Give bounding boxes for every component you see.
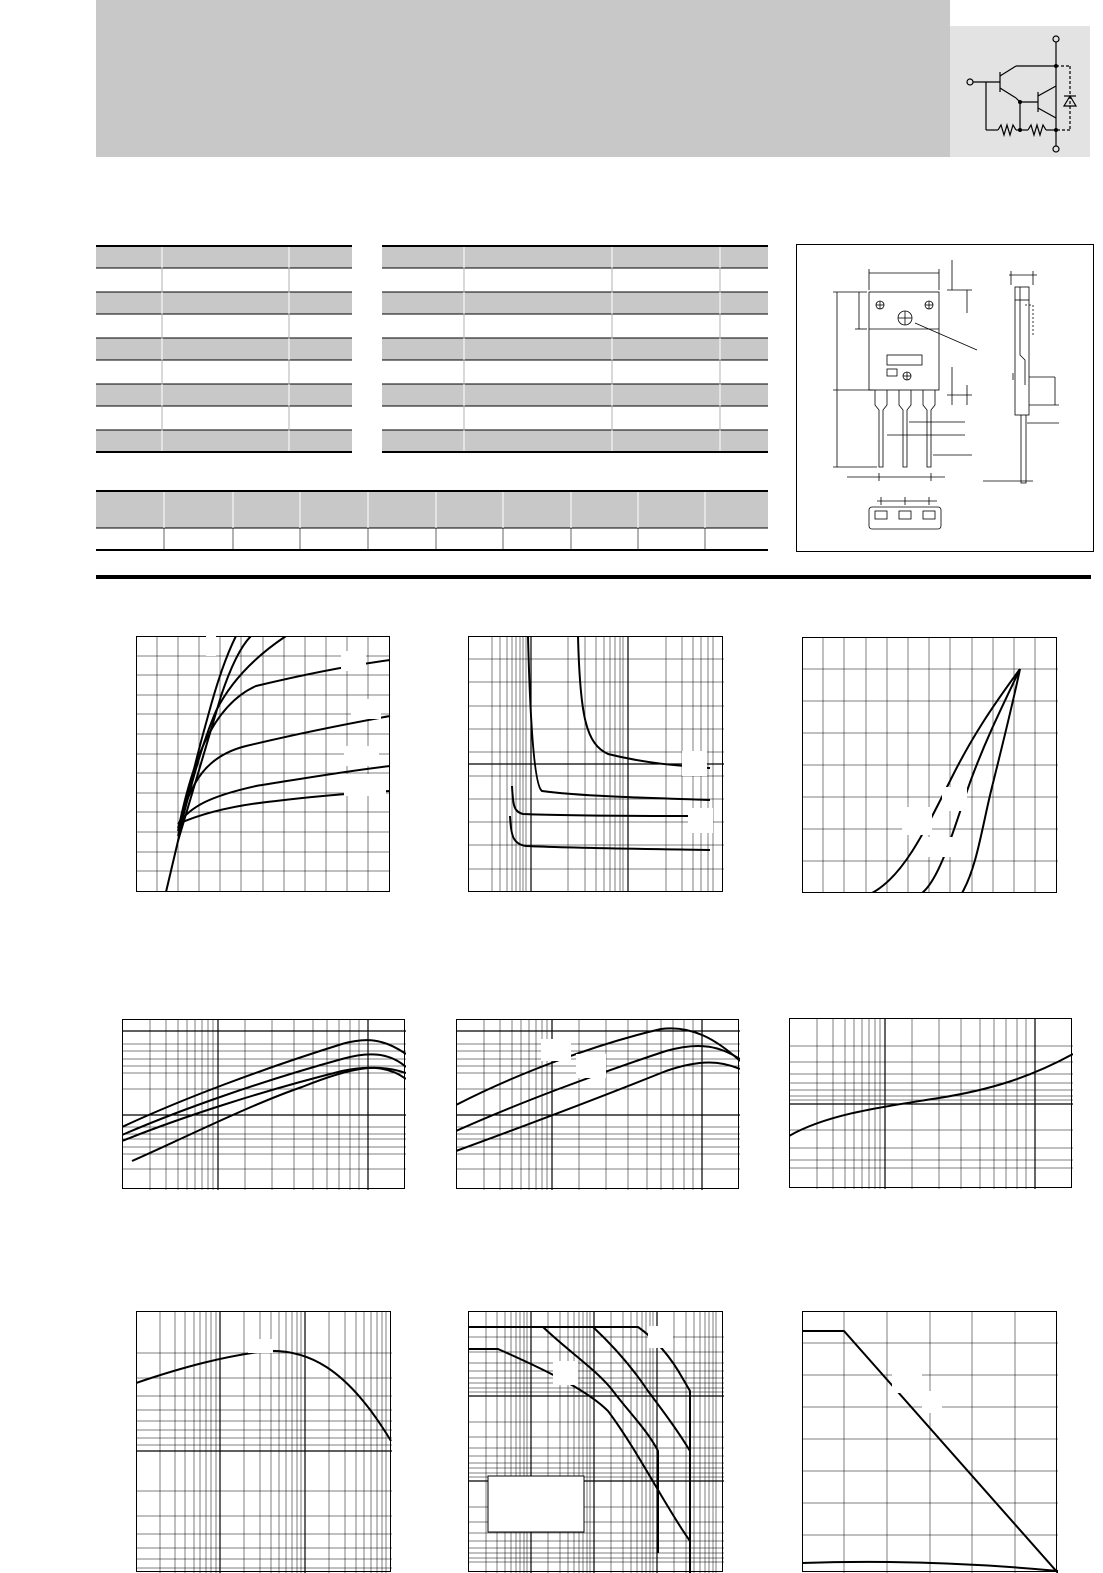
chart-saturation-vs-current: [789, 1018, 1073, 1189]
circuit-box: [950, 26, 1090, 157]
darlington-circuit-diagram: [950, 26, 1090, 157]
characteristics-table-right: [382, 245, 768, 455]
chart-output-characteristics: [136, 636, 391, 892]
section-divider: [96, 575, 1091, 579]
chart-dc-current-gain: [456, 1019, 740, 1190]
classification-table: [96, 490, 768, 552]
chart-transition-frequency: [136, 1311, 392, 1573]
chart-transfer-characteristics: [802, 637, 1058, 893]
chart-power-derating: [802, 1311, 1058, 1573]
chart-safe-operating-area: [468, 1311, 724, 1573]
chart-saturation-voltage: [468, 636, 724, 893]
package-outline-drawing: [796, 244, 1094, 552]
ratings-table-left: [96, 245, 352, 455]
header-band: [96, 0, 950, 157]
chart-dc-current-gain-temp: [122, 1019, 406, 1190]
